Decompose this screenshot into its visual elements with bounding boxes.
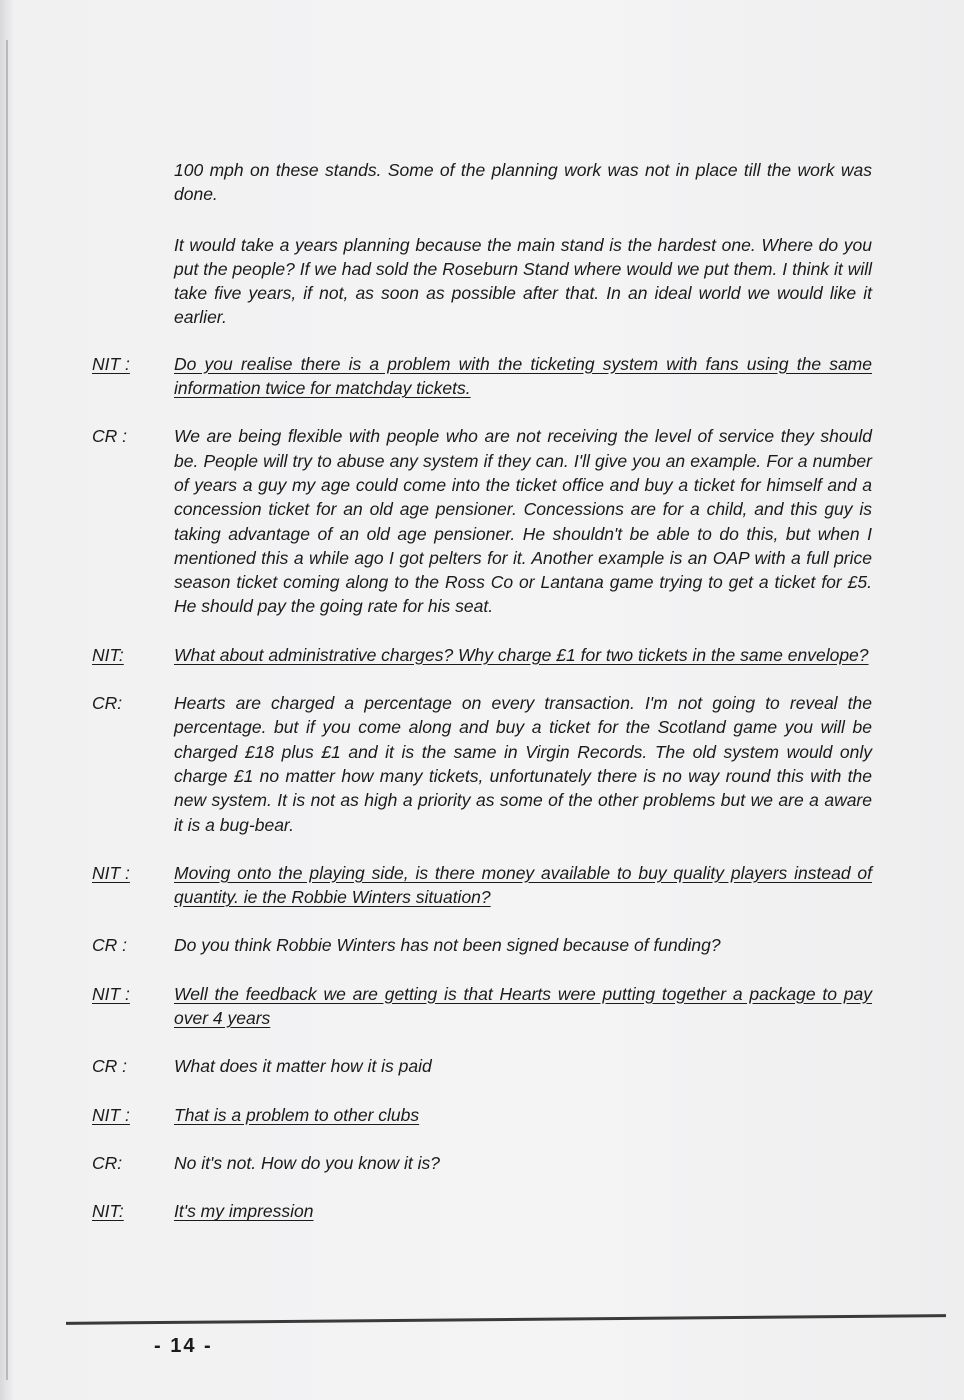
speaker-label: NIT : <box>92 983 130 1004</box>
answer-text: No it's not. How do you know it is? <box>174 1152 440 1173</box>
transcript-block <box>92 424 872 618</box>
question-text: Do you realise there is a problem with the ticketing system with fans using the same information twice for matchday tickets. <box>174 353 872 399</box>
speaker-label: CR : <box>92 935 127 956</box>
speaker-label: CR: <box>92 693 123 714</box>
transcript-block <box>92 233 872 330</box>
transcript-block <box>92 352 872 401</box>
speaker-label: NIT: <box>92 644 124 665</box>
transcript-block <box>92 933 872 957</box>
speaker-label: CR : <box>92 426 127 447</box>
speaker-label: NIT : <box>92 1104 130 1125</box>
transcript-text: It would take a years planning because the main stand is the hardest one. Where do you put the people? If we had sold the Roseburn Stand where would we put them. I think it will take five years, if not, as soon as possible after that. In an ideal world we would like it earlier. <box>174 234 872 328</box>
page-edge <box>6 40 8 1380</box>
page-number: - 14 - <box>154 1335 213 1357</box>
transcript-block <box>92 643 872 667</box>
answer-text: Hearts are charged a percentage on every transaction. I'm not going to reveal the percentage. but if you come along and buy a ticket for the Scotland game you will be charged £18 plus £1 and it is the same in Virgin Records. The old system would only charge £1 no matter how many tickets, unfortunately there is no way round this with the new system. It is not as high a priority as some of the other problems but we are a aware it is a bug-bear. <box>174 693 872 835</box>
footer-rule <box>66 1314 946 1325</box>
answer-text: What does it matter how it is paid <box>174 1056 432 1077</box>
transcript-block <box>92 861 872 910</box>
speaker-label: CR: <box>92 1152 123 1173</box>
question-text: It's my impression <box>174 1201 314 1222</box>
transcript-block <box>92 1054 872 1078</box>
question-text: Moving onto the playing side, is there money available to buy quality players instead of quantity. ie the Robbie Winters situation? <box>174 862 872 908</box>
transcript-block <box>92 691 872 837</box>
transcript-block <box>92 1151 872 1175</box>
transcript-block <box>92 158 872 207</box>
transcript-body <box>92 158 872 1248</box>
question-text: That is a problem to other clubs <box>174 1104 420 1125</box>
question-text: What about administrative charges? Why charge £1 for two tickets in the same envelope? <box>174 644 869 665</box>
transcript-block <box>92 1103 872 1127</box>
answer-text: We are being flexible with people who are not receiving the level of service they should be. People will try to abuse any system if they can. I'll give you an example. For a number of years a guy my age could come into the ticket office and buy a ticket for himself and a concession ticket for an old age pensioner. Concessions are for a child, and this guy is taking advantage of an old age pensioner. He shouldn't be able to do this, but when I mentioned this a while ago I got pelters for it. Another example is an OAP with a full price season ticket coming along to the Ross Co or Lantana game trying to get a ticket for £5. He should pay the going rate for his seat. <box>174 426 872 617</box>
question-text: Well the feedback we are getting is that Hearts were putting together a package to pay over 4 years <box>174 983 872 1029</box>
transcript-block <box>92 982 872 1031</box>
speaker-label: NIT : <box>92 862 130 883</box>
answer-text: Do you think Robbie Winters has not been signed because of funding? <box>174 935 721 956</box>
speaker-label: CR : <box>92 1056 127 1077</box>
speaker-label: NIT : <box>92 353 130 374</box>
transcript-block <box>92 1199 872 1223</box>
transcript-text: 100 mph on these stands. Some of the planning work was not in place till the work was done. <box>174 160 872 205</box>
speaker-label: NIT: <box>92 1201 124 1222</box>
